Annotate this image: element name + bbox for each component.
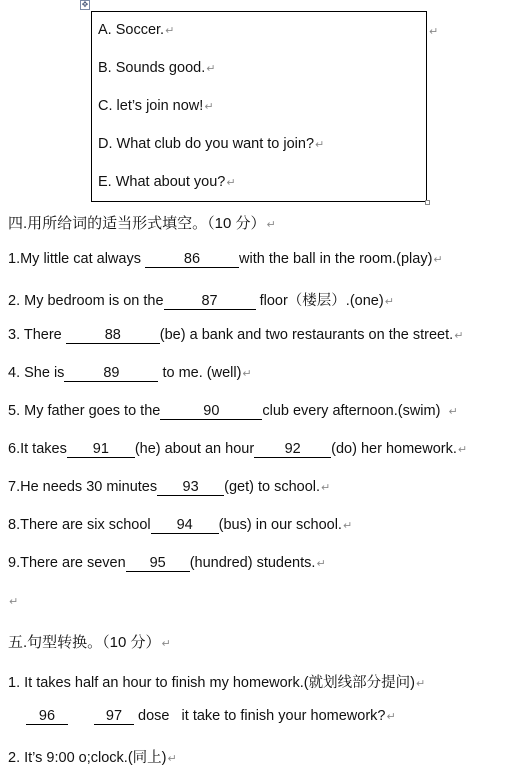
question-text: (get) to school.: [224, 479, 321, 495]
question-text: 2. My bedroom is on the: [8, 293, 164, 309]
paragraph-mark: ↵: [454, 330, 464, 342]
option-b-text: B. Sounds good.: [98, 60, 206, 76]
question-text: 5. My father goes to the: [8, 403, 161, 419]
answer-blank-90: 90: [160, 403, 262, 420]
paragraph-mark: ↵: [9, 596, 19, 608]
question-text: (he) about an hour: [134, 441, 255, 457]
paragraph-mark: ↵: [384, 296, 394, 308]
question-4: [8, 365, 252, 382]
section-5-heading: [8, 631, 171, 652]
question-text: 6.It takes: [8, 441, 67, 457]
question-7: [8, 479, 330, 496]
question-text: (be) a bank and two restaurants on the street.: [159, 327, 454, 343]
answer-blank-87: 87: [164, 293, 256, 310]
question-text: (hundred) students.: [189, 555, 316, 571]
paragraph-mark: ↵: [204, 101, 214, 113]
question-8: [8, 517, 352, 534]
question-text: with the ball in the room.(play): [239, 251, 433, 267]
paragraph-mark: ↵: [226, 177, 236, 189]
option-e-text: E. What about you?: [98, 174, 226, 190]
table-move-handle-icon[interactable]: ✥: [81, 0, 89, 9]
option-c: [98, 98, 214, 114]
paragraph-mark: ↵: [321, 482, 331, 494]
transform-question-1: [8, 671, 425, 692]
paragraph-mark: ↵: [386, 711, 396, 723]
option-d: [98, 136, 324, 152]
question-9: [8, 555, 326, 572]
paragraph-mark: ↵: [206, 63, 216, 75]
transform-answer-1: [26, 708, 396, 725]
question-text: dose it take to finish your homework?: [134, 708, 386, 724]
paragraph-mark: ↵: [457, 444, 468, 456]
question-3: [8, 327, 463, 344]
option-d-text: D. What club do you want to join?: [98, 136, 315, 152]
question-text: floor（楼层）.(one): [255, 293, 384, 309]
option-a: [98, 22, 174, 38]
answer-blank-95: 95: [126, 555, 190, 572]
question-1: [8, 251, 443, 268]
answer-blank-97: 97: [94, 708, 134, 725]
transform-question-2: [8, 746, 177, 767]
section-5-heading-text: 五.句型转换。（10 分）: [8, 634, 161, 651]
table-resize-handle[interactable]: [425, 200, 430, 205]
question-text: 3. There: [8, 327, 66, 343]
paragraph-mark: ↵: [167, 753, 177, 765]
paragraph-mark: ↵: [315, 139, 325, 151]
question-text: 9.There are seven: [8, 555, 126, 571]
option-e: [98, 174, 236, 190]
option-c-text: C. let’s join now!: [98, 98, 204, 114]
answer-blank-93: 93: [157, 479, 224, 496]
option-b: [98, 60, 215, 76]
question-text: 1. It takes half an hour to finish my homework.(就划线部分提问): [8, 675, 415, 691]
question-text: 7.He needs 30 minutes: [8, 479, 158, 495]
answer-blank-86: 86: [145, 251, 239, 268]
question-text: 2. It’s 9:00 o;clock.(同上): [8, 750, 167, 766]
question-text: 4. She is: [8, 365, 65, 381]
paragraph-mark: ↵: [433, 254, 443, 266]
paragraph-mark: ↵: [165, 25, 175, 37]
answer-blank-88: 88: [66, 327, 160, 344]
end-of-row-mark: ↵: [429, 26, 439, 38]
paragraph-mark: ↵: [266, 219, 276, 231]
question-text: 8.There are six school: [8, 517, 151, 533]
section-4-heading-text: 四.用所给词的适当形式填空。（10 分）: [8, 215, 266, 232]
option-a-text: A. Soccer.: [98, 22, 165, 38]
question-text: to me. (well): [158, 365, 242, 381]
section-4-heading: [8, 212, 276, 233]
paragraph-mark: ↵: [161, 638, 171, 650]
paragraph-mark: ↵: [316, 558, 326, 570]
question-6: [8, 441, 467, 458]
answer-blank-94: 94: [151, 517, 219, 534]
question-text: (do) her homework.: [331, 441, 457, 457]
empty-paragraph: [8, 593, 18, 609]
question-text: 1.My little cat always: [8, 251, 145, 267]
question-5: [8, 403, 458, 420]
answer-blank-89: 89: [64, 365, 158, 382]
answer-blank-96: 96: [26, 708, 68, 725]
paragraph-mark: ↵: [448, 406, 458, 418]
paragraph-mark: ↵: [415, 678, 426, 690]
paragraph-mark: ↵: [342, 520, 353, 532]
question-2: [8, 289, 394, 310]
paragraph-mark: ↵: [242, 368, 252, 380]
answer-blank-92: 92: [254, 441, 331, 458]
question-text: club every afternoon.(swim): [262, 403, 441, 419]
question-text: (bus) in our school.: [218, 517, 342, 533]
answer-blank-91: 91: [67, 441, 135, 458]
